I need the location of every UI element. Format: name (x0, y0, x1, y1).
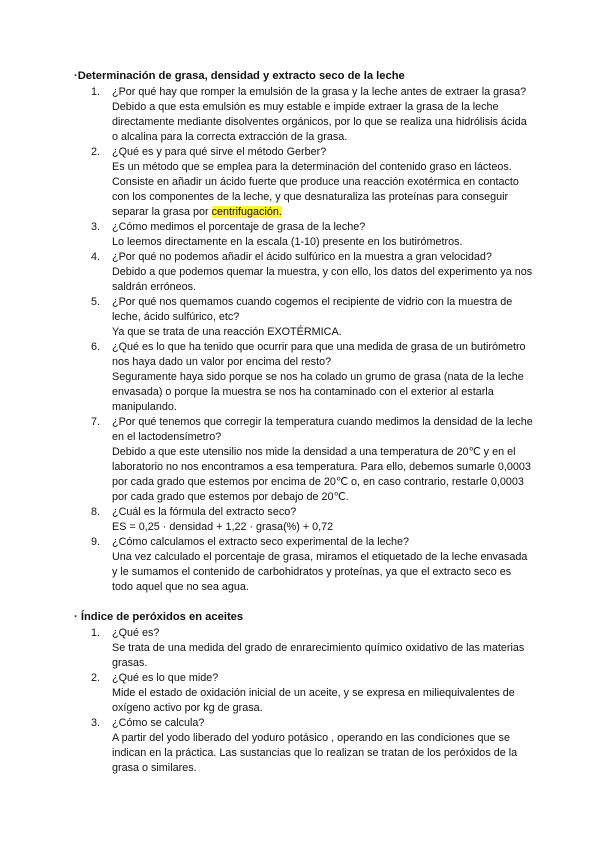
item-number: 1. (91, 627, 101, 639)
list-item (74, 145, 534, 220)
question-text: ¿Qué es lo que ha tenido que ocurrir para que una medida de grasa de un butirómetro nos haya dado un valor por encima del resto? (112, 341, 526, 368)
section-peroxide-index (74, 610, 534, 776)
list-item (74, 626, 534, 671)
item-number: 8. (91, 506, 101, 518)
list-item (74, 716, 534, 776)
item-number: 4. (91, 251, 101, 263)
question-text: ¿Qué es lo que mide? (112, 672, 219, 684)
section-heading: · Índice de peróxidos en aceites (74, 611, 244, 623)
list-item (74, 340, 534, 415)
answer-text: Una vez calculado el porcentaje de grasa, miramos el etiquetado de la leche envasada y le sumamos el contenido de carbohidratos y proteínas, ya que el extracto seco es todo aquel que no sea agua. (112, 551, 528, 593)
item-number: 7. (91, 416, 101, 428)
question-text: ¿Por qué no podemos añadir el ácido sulfúrico en la muestra a gran velocidad? (112, 251, 492, 263)
question-list (74, 626, 534, 776)
question-list (74, 85, 534, 595)
item-number: 6. (91, 341, 101, 353)
question-text: ¿Qué es? (112, 627, 160, 639)
list-item (74, 535, 534, 595)
answer-text: Debido a que esta emulsión es muy estable e impide extraer la grasa de la leche directamente mediante disolventes orgánicos, por lo que se realiza una hidrólisis ácida o alcalina para la correcta extracción de la grasa. (112, 101, 527, 143)
question-text: ¿Cuál es la fórmula del extracto seco? (112, 506, 297, 518)
answer-text: Seguramente haya sido porque se nos ha colado un grumo de grasa (nata de la leche envasada) o porque la muestra se nos ha contaminado con el exterior al estarla manipulando. (112, 371, 524, 413)
answer-text: A partir del yodo liberado del yoduro potásico , operando en las condiciones que se indican en la práctica. Las sustancias que lo realizan se tratan de los peróxidos de la grasa o similares. (112, 732, 518, 774)
item-number: 2. (91, 672, 101, 684)
question-text: ¿Por qué tenemos que corregir la temperatura cuando medimos la densidad de la leche en el lactodensímetro? (112, 416, 533, 443)
question-text: ¿Cómo medimos el porcentaje de grasa de la leche? (112, 221, 366, 233)
item-number: 3. (91, 221, 101, 233)
answer-text: Lo leemos directamente en la escala (1-10) presente en los butirómetros. (112, 236, 463, 248)
list-item (74, 505, 534, 535)
item-number: 9. (91, 536, 101, 548)
answer-text: ES = 0,25 · densidad + 1,22 · grasa(%) + 0,72 (112, 521, 334, 533)
answer-text: Debido a que podemos quemar la muestra, y con ello, los datos del experimento ya nos saldrán erróneos. (112, 266, 533, 293)
item-number: 2. (91, 146, 101, 158)
item-number: 3. (91, 717, 101, 729)
question-text: ¿Por qué hay que romper la emulsión de la grasa y la leche antes de extraer la grasa? (112, 86, 527, 98)
list-item (74, 85, 534, 145)
question-text: ¿Qué es y para qué sirve el método Gerber? (112, 146, 327, 158)
section-heading: ·Determinación de grasa, densidad y extracto seco de la leche (74, 70, 405, 82)
answer-text: Debido a que este utensilio nos mide la densidad a una temperatura de 20℃ y en el laboratorio no nos encontramos a esa temperatura. Para ello, debemos sumarle 0,0003 por cada grado que estemos por encima de 20℃ o, en caso contrario, restarle 0,0003 por cada grado que estemos por debajo de 20℃. (112, 446, 531, 503)
highlighted-word: centrifugación. (211, 206, 282, 218)
answer-text: Mide el estado de oxidación inicial de un aceite, y se expresa en miliequivalentes de oxígeno activo por kg de grasa. (112, 687, 515, 714)
question-text: ¿Cómo calculamos el extracto seco experimental de la leche? (112, 536, 410, 548)
item-number: 1. (91, 86, 101, 98)
answer-text-main: Es un método que se emplea para la determinación del contenido graso en lácteos. Consiste en añadir un ácido fuerte que produce una reacción exotérmica en contacto con los componentes de la leche, y que desnaturaliza las proteínas para conseguir separar la grasa por (112, 161, 519, 218)
item-number: 5. (91, 296, 101, 308)
list-item (74, 671, 534, 716)
answer-text: Ya que se trata de una reacción EXOTÉRMICA. (112, 326, 342, 338)
question-text: ¿Cómo se calcula? (112, 717, 205, 729)
answer-text (112, 160, 534, 220)
question-text: ¿Por qué nos quemamos cuando cogemos el recipiente de vidrio con la muestra de leche, ácido sulfúrico, etc? (112, 296, 513, 323)
list-item (74, 415, 534, 505)
answer-text: Se trata de una medida del grado de enrarecimiento químico oxidativo de las materias grasas. (112, 642, 525, 669)
list-item (74, 220, 534, 250)
list-item (74, 250, 534, 295)
list-item (74, 295, 534, 340)
section-fat-density (74, 69, 534, 595)
